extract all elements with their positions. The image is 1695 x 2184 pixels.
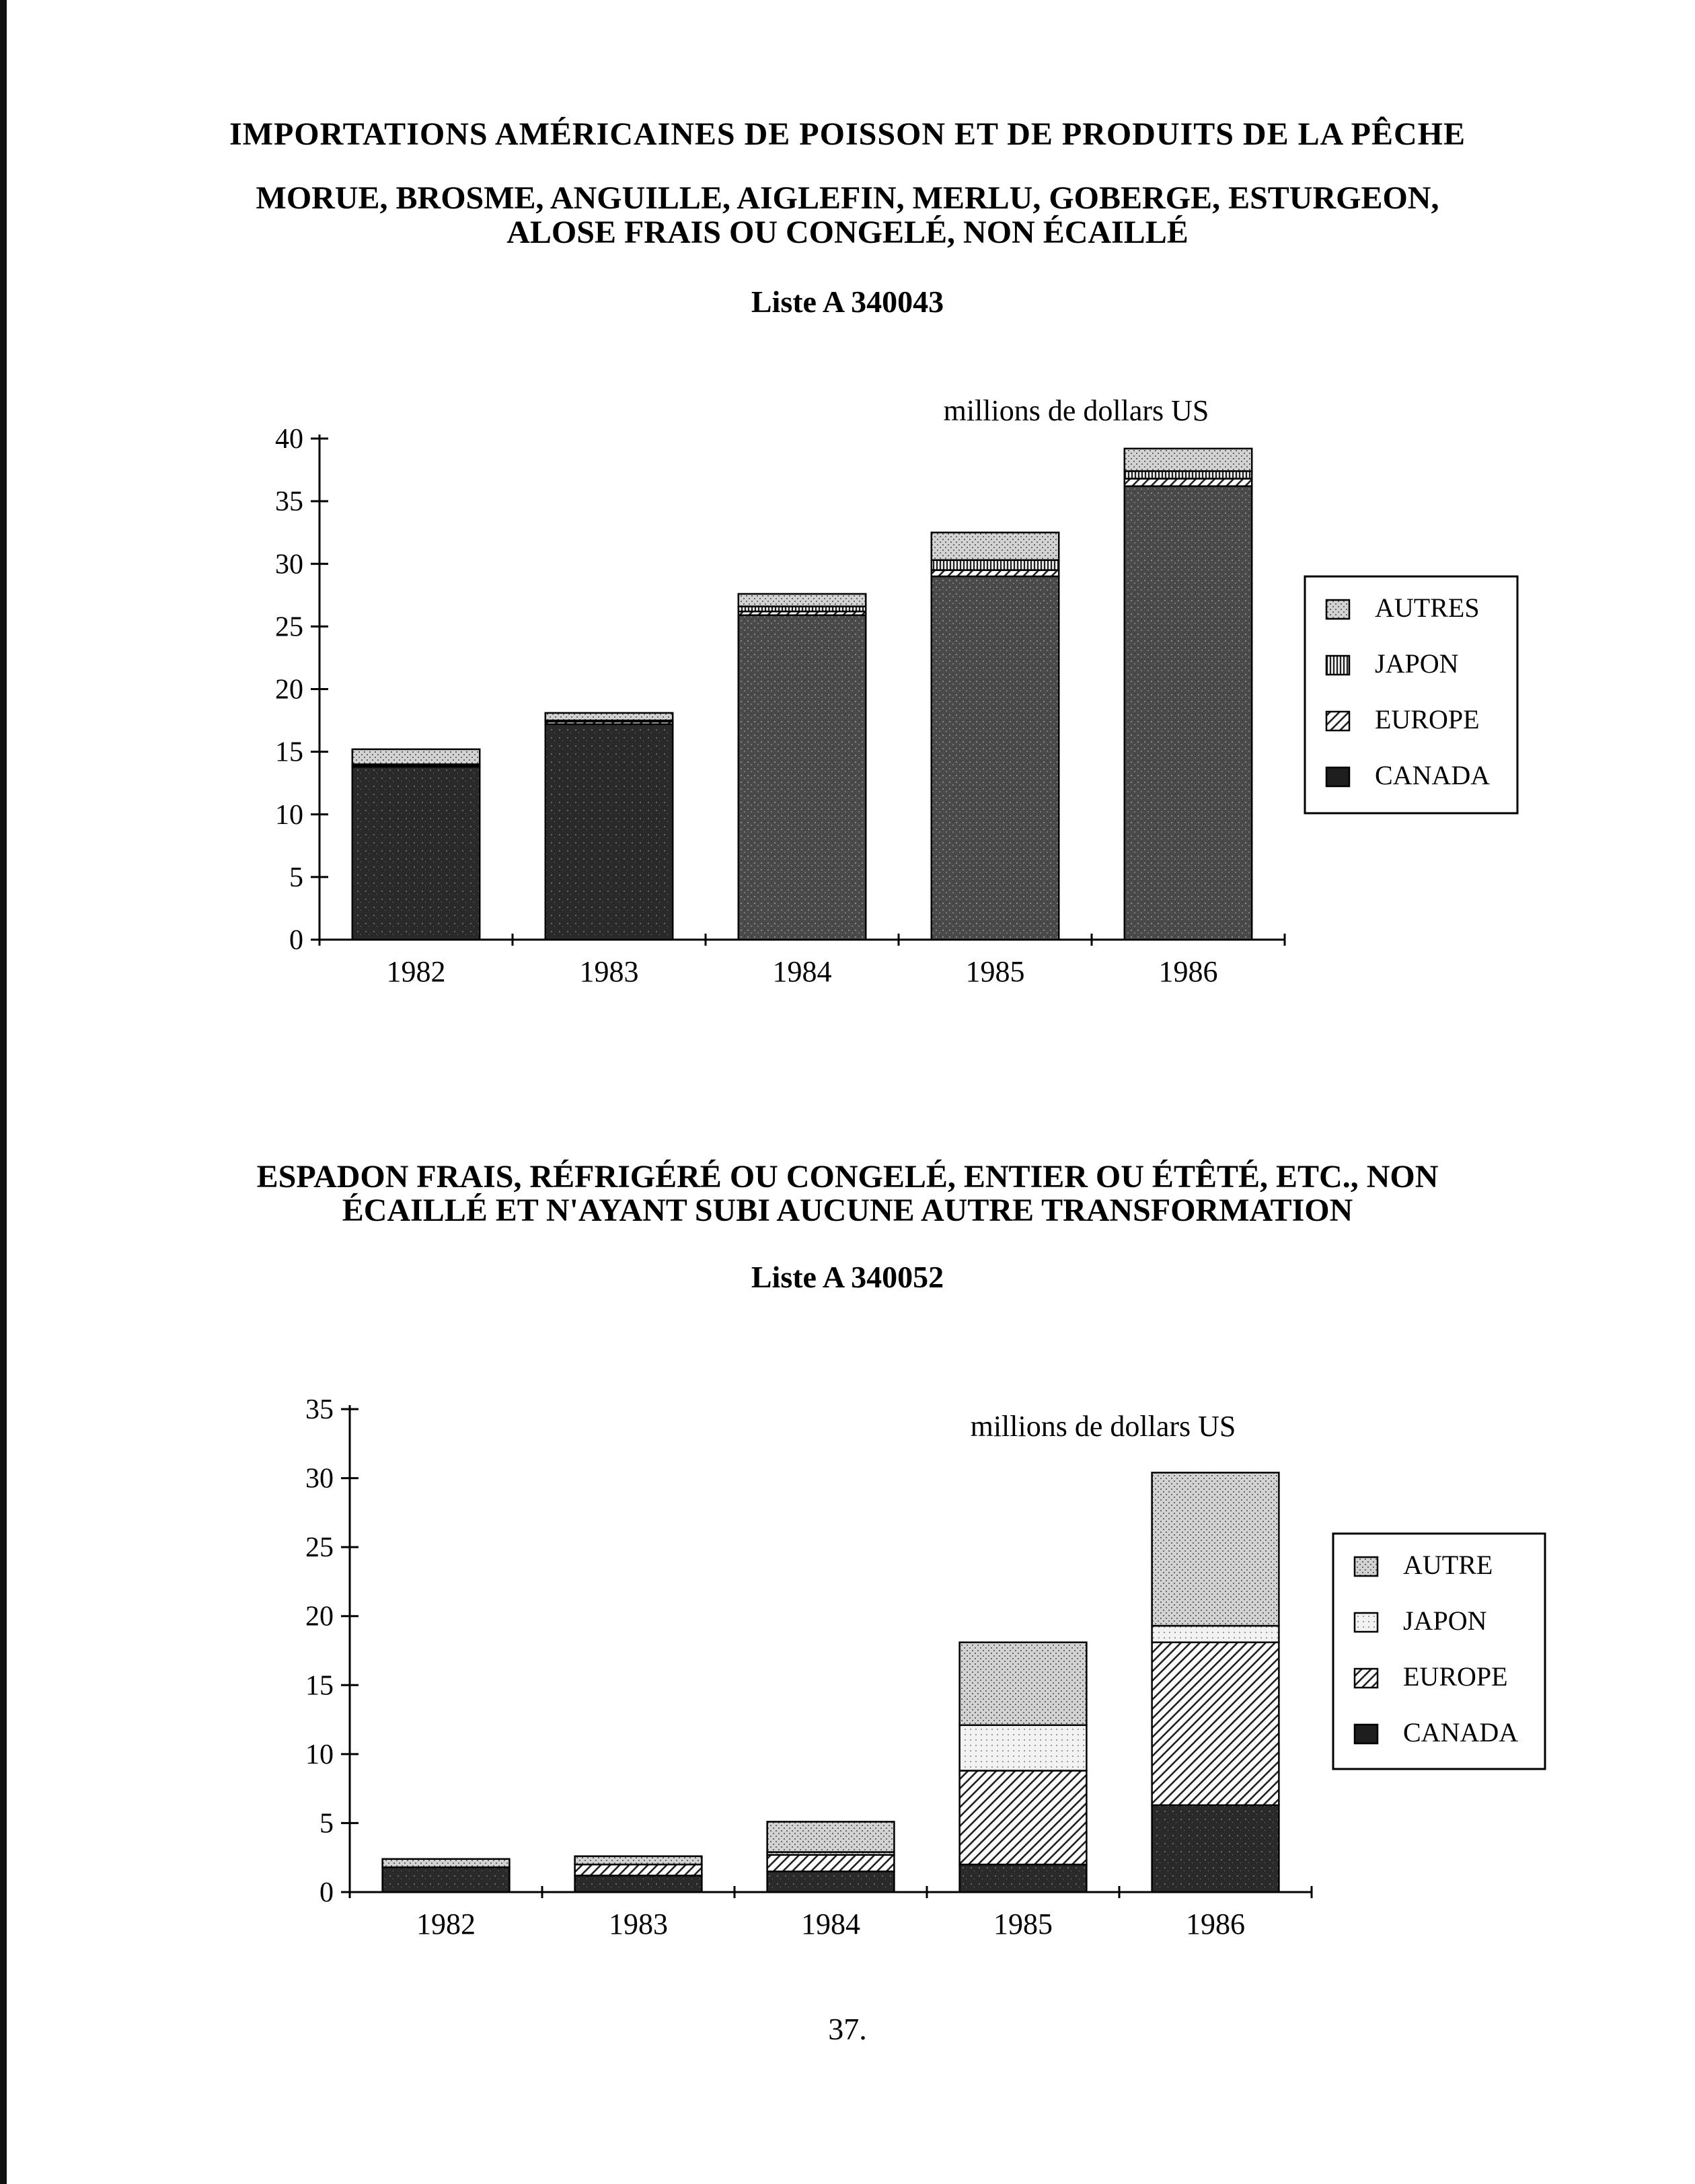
legend-swatch <box>1355 1669 1378 1688</box>
bar-canada-1986 <box>1125 486 1252 940</box>
x-tick-label: 1985 <box>993 1908 1053 1941</box>
bar-autre-1982 <box>383 1859 510 1867</box>
chart2-subtitle: Liste A 340052 <box>751 1260 944 1294</box>
chart1 <box>0 377 1695 1022</box>
bar-europe-1983 <box>575 1865 702 1875</box>
y-tick-label: 25 <box>305 1532 334 1564</box>
bar-europe-1986 <box>1152 1643 1279 1805</box>
legend-label: JAPON <box>1375 648 1459 679</box>
bar-canada-1983 <box>545 724 673 940</box>
x-tick-label: 1985 <box>965 955 1025 988</box>
y-tick-label: 20 <box>305 1601 334 1632</box>
x-tick-label: 1984 <box>772 955 832 988</box>
y-tick-label: 40 <box>275 424 303 455</box>
legend-label: AUTRES <box>1375 593 1480 623</box>
legend-label: EUROPE <box>1403 1661 1508 1692</box>
bar-canada-1985 <box>932 576 1059 940</box>
legend-swatch <box>1326 767 1349 786</box>
y-tick-label: 5 <box>319 1808 334 1840</box>
x-tick-label: 1982 <box>386 955 446 988</box>
bar-canada-1984 <box>739 615 866 940</box>
chart1-title-line1: MORUE, BROSME, ANGUILLE, AIGLEFIN, MERLU, GOBERGE, ESTURGEON, <box>256 180 1439 216</box>
bar-japon-1985 <box>960 1725 1087 1771</box>
x-tick-label: 1986 <box>1186 1908 1245 1941</box>
x-tick-label: 1983 <box>579 955 639 988</box>
legend-label: EUROPE <box>1375 704 1480 735</box>
bar-canada-1985 <box>960 1865 1087 1892</box>
legend-swatch <box>1326 656 1349 675</box>
bar-autres-1984 <box>739 594 866 607</box>
bar-canada-1982 <box>352 767 480 940</box>
chart1-title-line2: ALOSE FRAIS OU CONGELÉ, NON ÉCAILLÉ <box>506 215 1189 250</box>
bar-canada-1982 <box>383 1867 510 1892</box>
bar-canada-1986 <box>1152 1805 1279 1892</box>
chart1-subtitle: Liste A 340043 <box>751 285 944 319</box>
x-tick-label: 1984 <box>801 1908 860 1941</box>
y-tick-label: 25 <box>275 611 303 643</box>
y-tick-label: 5 <box>289 862 303 893</box>
bar-canada-1983 <box>575 1875 702 1892</box>
bar-autre-1986 <box>1152 1472 1279 1626</box>
y-tick-label: 0 <box>319 1877 334 1908</box>
chart2-title-line1: ESPADON FRAIS, RÉFRIGÉRÉ OU CONGELÉ, ENTIER OU ÉTÊTÉ, ETC., NON <box>256 1159 1439 1195</box>
bar-autre-1984 <box>767 1821 895 1852</box>
bar-japon-1985 <box>932 560 1059 570</box>
legend-swatch <box>1355 1725 1378 1743</box>
bar-europe-1984 <box>767 1855 895 1872</box>
unit-label: millions de dollars US <box>970 1410 1236 1443</box>
legend-label: AUTRE <box>1403 1550 1493 1580</box>
y-tick-label: 35 <box>275 486 303 518</box>
legend-label: CANADA <box>1403 1717 1519 1747</box>
y-tick-label: 35 <box>305 1394 334 1425</box>
bar-canada-1984 <box>767 1871 895 1892</box>
y-tick-label: 0 <box>289 925 303 956</box>
unit-label: millions de dollars US <box>943 394 1209 427</box>
bar-europe-1986 <box>1125 479 1252 486</box>
chart2-title-line2: ÉCAILLÉ ET N'AYANT SUBI AUCUNE AUTRE TRANSFORMATION <box>342 1193 1353 1228</box>
chart2 <box>0 1372 1695 1951</box>
bar-japon-1986 <box>1152 1626 1279 1643</box>
legend-swatch <box>1355 1557 1378 1576</box>
bar-europe-1985 <box>932 570 1059 576</box>
x-tick-label: 1982 <box>416 1908 476 1941</box>
bar-japon-1986 <box>1125 471 1252 478</box>
legend-label: JAPON <box>1403 1606 1487 1636</box>
legend-swatch <box>1355 1613 1378 1632</box>
y-tick-label: 15 <box>275 737 303 768</box>
bar-autres-1983 <box>545 713 673 720</box>
legend-swatch <box>1326 712 1349 730</box>
y-tick-label: 30 <box>305 1463 334 1495</box>
y-tick-label: 15 <box>305 1670 334 1702</box>
bar-autre-1985 <box>960 1643 1087 1725</box>
x-tick-label: 1983 <box>609 1908 668 1941</box>
bar-europe-1985 <box>960 1770 1087 1864</box>
bar-autre-1983 <box>575 1856 702 1865</box>
y-tick-label: 20 <box>275 674 303 706</box>
y-tick-label: 30 <box>275 549 303 580</box>
x-tick-label: 1986 <box>1158 955 1218 988</box>
bar-autres-1982 <box>352 749 480 764</box>
legend-swatch <box>1326 600 1349 619</box>
main-title: IMPORTATIONS AMÉRICAINES DE POISSON ET DE PRODUITS DE LA PÊCHE <box>229 116 1466 152</box>
page-number: 37. <box>828 2012 867 2046</box>
legend-label: CANADA <box>1375 760 1491 790</box>
y-tick-label: 10 <box>305 1739 334 1770</box>
y-tick-label: 10 <box>275 799 303 831</box>
bar-autres-1986 <box>1125 449 1252 472</box>
bar-autres-1985 <box>932 533 1059 560</box>
